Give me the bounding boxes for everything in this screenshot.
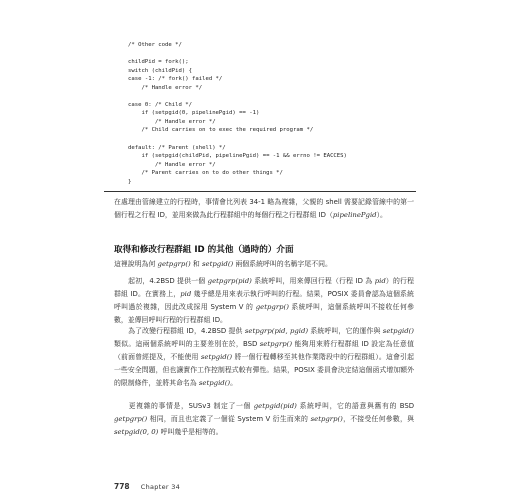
code-divider (104, 191, 416, 192)
text: 相同，而且也定義了一個從 System V 衍生而來的 (147, 415, 311, 423)
text: 兩個系統呼叫的名稱字尾不同。 (233, 260, 332, 268)
code-line: default: /* Parent (shell) */ (128, 144, 226, 151)
text: 呼叫幾乎是相等的。 (158, 428, 223, 436)
code-line: /* Parent carries on to do other things */ (128, 170, 283, 177)
inline-code: getpgrp() (157, 260, 191, 268)
inline-code: setpgid() (202, 260, 234, 268)
code-line: switch (childPid) { (128, 67, 192, 74)
text: 類似。這兩個系統呼叫的主要差別在於，BSD (114, 340, 260, 348)
inline-code: getpgid(pid) (253, 402, 297, 410)
code-line: case -1: /* fork() failed */ (128, 76, 223, 83)
code-line (128, 92, 428, 101)
inline-code: pid (374, 277, 386, 285)
section-heading: 取得和修改行程群組 ID 的其他（過時的）介面 (114, 245, 294, 255)
inline-code: setpgrp() (310, 415, 343, 423)
text: 能夠用來將行程群組 ID 設定為任意值（前面曾經提及，不能使用 (114, 340, 414, 361)
code-line: if (setpgid(0, pipelinePgid) == -1) (128, 110, 260, 117)
text: 將一個行程轉移至其他作業階段中的行程群組）。這會引起一些安全問題，但也讓實作工作控制程式較有彈性。結果，POSIX 委員會決定結這個函式增加額外的限制條件，並將其命名為 (114, 353, 414, 387)
code-line: if (setpgid(childPid, pipelinePgid) == -1 && errno != EACCES) (128, 153, 347, 160)
text: 這裡說明為何 (114, 260, 158, 268)
code-line: childPid = fork(); (128, 59, 189, 66)
code-line: case 0: /* Child */ (128, 101, 192, 108)
code-line: /* Handle error */ (128, 118, 216, 125)
inline-code: getpgrp(pid) (207, 277, 252, 285)
code-line: /* Child carries on to exec the required program */ (128, 127, 314, 134)
paragraph-susv3 (114, 400, 414, 439)
text: 系統呼叫，它的運作與 (308, 327, 383, 335)
page-number: 778 (114, 482, 130, 491)
code-line (128, 50, 428, 59)
inline-code: pid (180, 290, 192, 298)
paragraph-bsd-getpgrp (114, 275, 414, 327)
inline-code: setpgid(0, 0) (114, 428, 159, 436)
text: ）。 (376, 211, 387, 219)
inline-code: setpgrp(pid, pgid) (244, 327, 309, 335)
inline-code: setpgid() (198, 379, 231, 387)
inline-code: getpgrp() (114, 415, 148, 423)
inline-code: getpgrp() (255, 303, 289, 311)
inline-code: pipelinePgid (332, 211, 377, 219)
inline-code: setpgid() (382, 327, 414, 335)
text: 和 (190, 260, 202, 268)
text: 系統呼叫，用來傳回行程（行程 ID 為 (251, 277, 375, 285)
code-line: /* Other code */ (128, 42, 182, 48)
inline-code: setpgid() (200, 353, 233, 361)
inline-code: setpgrp() (259, 340, 293, 348)
text: 起初，4.2BSD 提供一個 (128, 277, 208, 285)
code-line: /* Handle error */ (128, 161, 216, 168)
text: 更複雜的事情是，SUSv3 制定了一個 (128, 402, 254, 410)
paragraph-intro (114, 258, 414, 271)
paragraph-pipeline (114, 196, 414, 222)
text: 在處理由管線建立的行程時，事情會比列表 34-1 略為複雜，父親的 shell 需要記錄管線中的第一個行程之行程 ID，並用來做為此行程群組中的每個行程之行程群組 ID（ (114, 198, 414, 219)
paragraph-bsd-setpgrp (114, 325, 414, 390)
text: 為了改變行程群組 ID，4.2BSD 提供 (128, 327, 245, 335)
text: ）的行程群組 ID。在實務上， (114, 277, 415, 298)
text: 。 (230, 379, 237, 387)
chapter-label: Chapter 34 (140, 483, 181, 491)
text: ，不接受任何參數，與 (342, 415, 415, 423)
code-line (128, 135, 428, 144)
text: 幾乎總是用來表示執行呼叫的行程。結果，POSIX 委員會認為這個系統呼叫過於複雜，因此改成採用 System V 的 (114, 290, 414, 311)
code-listing (128, 41, 428, 186)
page-footer (114, 474, 180, 493)
code-line: } (128, 178, 132, 185)
code-line: /* Handle error */ (128, 84, 203, 91)
text: 系統呼叫，這個系統呼叫不接收任何參數，並傳回呼叫行程的行程群組 ID。 (114, 303, 414, 324)
text: 系統呼叫，它的語意與舊有的 BSD (296, 402, 415, 410)
